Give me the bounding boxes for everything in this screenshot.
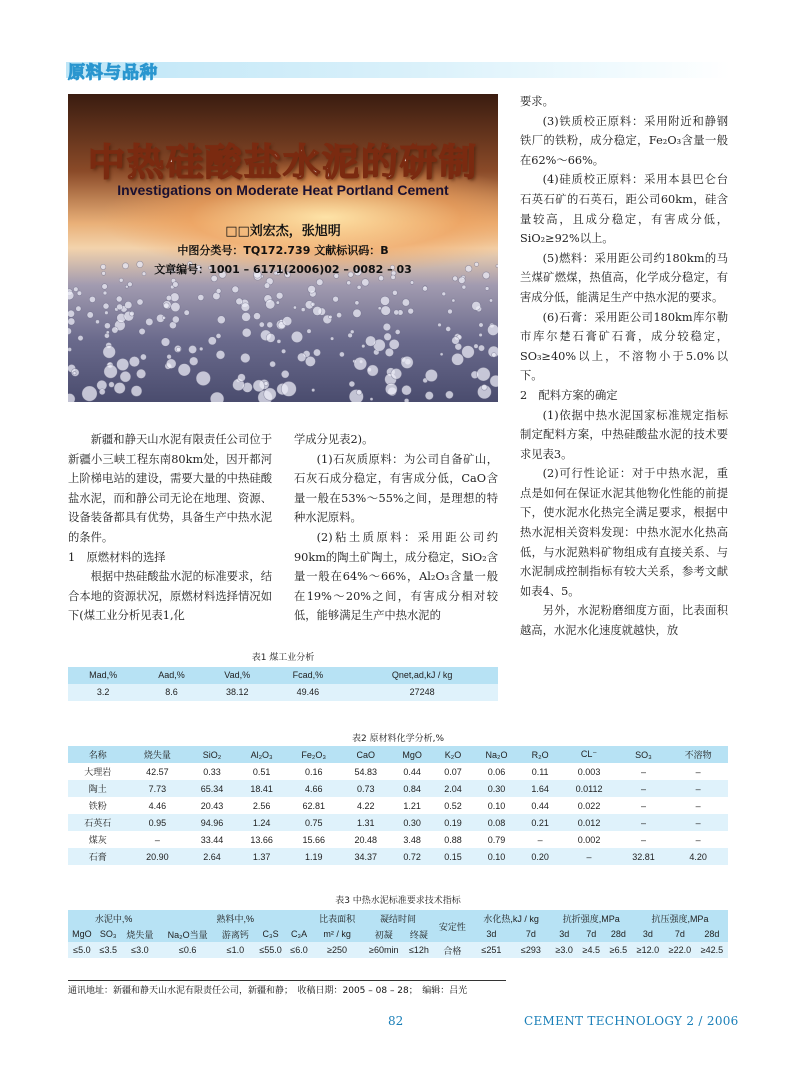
table3-standard-requirements: [68, 910, 728, 958]
table2-cell: 0.79: [487, 834, 506, 845]
table2-row: [68, 848, 728, 865]
table2-cell: 0.012: [559, 814, 618, 831]
table3-subheader-row: [68, 926, 728, 942]
table2-cell: 0.84: [391, 780, 434, 797]
table2-cell: –: [641, 834, 647, 845]
table2-cell: 0.19: [434, 814, 473, 831]
table2-cell: 1.64: [521, 780, 560, 797]
table2-cell: 大理岩: [84, 767, 112, 777]
table3-subheader-cell: m² / kg: [311, 926, 362, 942]
table2-cell: 4.66: [287, 780, 341, 797]
table2-cell: 65.34: [187, 780, 237, 797]
table3-subheader-cell: 28d: [605, 926, 632, 942]
table3-cell: ≥3.0: [551, 942, 578, 958]
paragraph: (2)可行性论证：对于中热水泥，重点是如何在保证水泥其他物化性能的前提下，使水泥水化热完全满足要求，根据中热水泥相关资料发现：中热水泥水化热高低，与水泥熟料矿物组成有直接关系、与水泥制成控制指标有较大关系，参考文献如表4、5。: [520, 467, 728, 598]
table2-cell: –: [619, 814, 669, 831]
table2-cell: 0.16: [304, 766, 323, 777]
table2-cell: 0.52: [444, 800, 462, 811]
table2-header-cell: R₂O: [521, 746, 560, 763]
table2-cell: 0.11: [531, 766, 549, 777]
table3-subheader-cell: 终凝: [405, 926, 433, 942]
table2-cell: 0.002: [577, 834, 601, 845]
table3-group-cell: 凝结时间: [363, 910, 433, 926]
footnote-rule: [68, 980, 506, 981]
table2-cell: –: [695, 834, 701, 845]
section-header-label: 原料与品种: [68, 63, 158, 83]
body-column-1: [68, 430, 272, 626]
table2-cell: 0.15: [434, 848, 473, 865]
table2-cell: 3.48: [403, 834, 421, 845]
table3-cell: ≤55.0: [255, 942, 287, 958]
table2-cell: 0.95: [128, 814, 188, 831]
table2-cell: –: [641, 800, 647, 811]
table3-subheader-cell: 7d: [511, 926, 551, 942]
table3-cell: ≥22.0: [664, 942, 696, 958]
table3-subheader-cell: 3d: [551, 926, 578, 942]
table2-cell: 0.06: [487, 766, 506, 777]
table3-cell: ≥6.5: [605, 942, 632, 958]
paragraph: 另外，水泥粉磨细度方面，比表面积越高，水泥水化速度就越快，放: [520, 604, 728, 638]
table2-cell: 0.51: [252, 766, 271, 777]
table3-group-cell: 水泥中,%: [68, 910, 159, 926]
paragraph: 新疆和静天山水泥有限责任公司位于新疆小三峡工程东南80km处，因开都河上阶梯电站的建设，需要大量的中热硅酸盐水泥，而和静公司无论在地理、资源、设备装备都具有优势，具备生产中热水泥的条件。: [68, 433, 272, 544]
table2-cell: 20.48: [354, 834, 378, 845]
table2-header-cell: MgO: [391, 746, 434, 763]
table2-cell: 0.30: [391, 814, 434, 831]
table2-cell: 1.24: [237, 814, 287, 831]
table2-cell: 20.43: [200, 800, 224, 811]
table3-subheader-cell: 烧失量: [121, 926, 159, 942]
table2-cell: 0.0112: [559, 780, 618, 797]
table3-cell: ≤3.5: [96, 942, 121, 958]
table3-cell: ≤5.0: [68, 942, 96, 958]
table2-cell: 1.37: [237, 848, 287, 865]
table2-cell: 0.30: [472, 780, 521, 797]
table3-subheader-cell: C₃S: [255, 926, 287, 942]
table2-cell: 2.64: [187, 848, 237, 865]
table2-cell: –: [619, 780, 669, 797]
section-heading: 学成分见表2)。: [294, 433, 374, 446]
table1-caption: 表1 煤工业分析: [251, 653, 315, 663]
table3-group-cell: 水化热,kJ / kg: [472, 910, 551, 926]
paragraph: (3)铁质校正原料：采用附近和静钢铁厂的铁粉，成分稳定，Fe₂O₃含量一般在62%～66%。: [520, 114, 728, 167]
table2-cell: 7.73: [128, 780, 188, 797]
table2-cell: 0.003: [577, 766, 601, 777]
table2-row: [68, 814, 728, 831]
table2-body: [68, 763, 728, 865]
table3-cell: ≤12h: [405, 942, 433, 958]
table3-subheader-cell: 7d: [664, 926, 696, 942]
table1-row: [68, 684, 498, 701]
table1-cell: 3.2: [68, 684, 138, 701]
article-title-zh: 中热硅酸盐水泥的研制: [88, 141, 478, 184]
table3-cell: ≤251: [472, 942, 512, 958]
table3-cell: ≥12.0: [632, 942, 664, 958]
table1-cell: 8.6: [138, 684, 205, 701]
table3-group-cell: 比表面积: [311, 910, 362, 926]
table2-cell: 0.88: [444, 834, 462, 845]
table2-row: [68, 831, 728, 848]
table2-header-cell: CaO: [341, 746, 391, 763]
page-number: 82: [388, 1014, 404, 1028]
table2-cell: 34.37: [341, 848, 391, 865]
table2-cell: 15.66: [302, 834, 325, 845]
table3-cell: ≥4.5: [578, 942, 605, 958]
journal-running-footer: CEMENT TECHNOLOGY 2 / 2006: [524, 1014, 739, 1028]
table2-cell: 42.57: [146, 766, 169, 777]
table3-caption: 表3 中热水泥标准要求技术指标: [335, 896, 461, 906]
table3-cell: ≥60min: [363, 942, 405, 958]
table2-header-cell: Fe₂O₃: [287, 746, 341, 763]
table3-cell: 合格: [433, 942, 471, 958]
table2-cell: –: [641, 766, 647, 777]
table2-header-cell: CL⁻: [559, 746, 618, 763]
table2-header-cell: Al₂O₃: [237, 746, 287, 763]
table2-cell: –: [668, 814, 728, 831]
table1-cell: 49.46: [270, 684, 347, 701]
table2-cell: 0.75: [287, 814, 341, 831]
table3-group-cell: 安定性: [433, 910, 471, 942]
table3-group-cell: 熟料中,%: [159, 910, 311, 926]
table2-cell: –: [668, 780, 728, 797]
table3-group-cell: 抗折强度,MPa: [551, 910, 632, 926]
table3-cell: ≤3.0: [121, 942, 159, 958]
footnote: 通讯地址：新疆和静天山水泥有限责任公司，新疆和静； 收稿日期：2005 – 08 – 28； 编辑：吕光: [68, 986, 468, 996]
table2-cell: 0.022: [577, 800, 601, 811]
table1-coal-analysis: [68, 666, 498, 701]
table3-cell: ≤6.0: [287, 942, 312, 958]
table3-subheader-cell: C₃A: [287, 926, 312, 942]
table3-subheader-cell: 3d: [632, 926, 664, 942]
body-column-3: [520, 92, 728, 641]
table3-subheader-cell: MgO: [68, 926, 96, 942]
table2-header-cell: Na₂O: [472, 746, 521, 763]
table3-cell: ≤0.6: [159, 942, 216, 958]
table1-header-cell: Mad,%: [68, 667, 138, 684]
table2-cell: 0.72: [391, 848, 434, 865]
section-heading: 1 原燃材料的选择: [68, 550, 166, 564]
table2-cell: 铁粉: [88, 801, 107, 811]
table2-cell: 陶土: [68, 780, 128, 797]
table2-cell: 33.44: [200, 834, 224, 845]
article-title-en: Investigations on Moderate Heat Portland Cement: [117, 182, 449, 198]
table2-cell: 0.21: [521, 814, 560, 831]
table3-cell: ≤1.0: [216, 942, 254, 958]
table2-cell: 0.73: [341, 780, 391, 797]
table3-subheader-cell: 初凝: [363, 926, 405, 942]
table2-cell: –: [154, 834, 160, 845]
table2-cell: 4.20: [668, 848, 728, 865]
section-heading: 2 配料方案的确定: [520, 388, 618, 402]
table2-header-cell: K₂O: [434, 746, 473, 763]
table2-cell: –: [695, 800, 701, 811]
table3-group-row: [68, 910, 728, 926]
table2-cell: 62.81: [302, 800, 325, 811]
table2-header-cell: SiO₂: [187, 746, 237, 763]
table2-cell: 54.83: [354, 766, 378, 777]
table2-cell: 20.90: [128, 848, 188, 865]
table2-cell: 2.04: [434, 780, 473, 797]
title-banner: [68, 94, 498, 402]
table3-cell: ≥250: [311, 942, 362, 958]
table1-header-row: [68, 667, 498, 684]
table3-subheader-cell: 7d: [578, 926, 605, 942]
table3-group-cell: 抗压强度,MPa: [632, 910, 728, 926]
table3-cell: ≤293: [511, 942, 551, 958]
table3-subheader-cell: 28d: [696, 926, 728, 942]
table2-cell: 32.81: [619, 848, 669, 865]
table2-cell: 0.44: [531, 800, 549, 811]
table2-header-cell: SO₃: [619, 746, 669, 763]
paragraph: (1)石灰质原料：为公司自备矿山，石灰石成分稳定，有害成分低，CaO含量一般在53%～55%之间，是理想的特种水泥原料。: [294, 452, 498, 525]
table2-header-cell: 名称: [68, 746, 128, 763]
table2-cell: 2.56: [252, 800, 271, 811]
table2-cell: 煤灰: [88, 835, 107, 845]
table2-header-row: [68, 746, 728, 763]
section-header-bar: [66, 62, 730, 78]
table2-cell: 0.07: [444, 766, 462, 777]
table2-cell: 0.10: [472, 848, 521, 865]
table2-chemical-analysis: [68, 746, 728, 865]
table3-subheader-cell: Na₂O当量: [159, 926, 216, 942]
table2-row: [68, 780, 728, 797]
paragraph: 根据中热硅酸盐水泥的标准要求，结合本地的资源状况，原燃材料选择情况如下(煤工业分析见表1,化: [68, 570, 272, 623]
table1-cell: 38.12: [205, 684, 270, 701]
table2-cell: 4.22: [356, 800, 375, 811]
table2-cell: 0.10: [487, 800, 506, 811]
table2-cell: 0.44: [403, 766, 421, 777]
table2-cell: 18.41: [237, 780, 287, 797]
table2-cell: –: [695, 766, 701, 777]
table3-values-row: [68, 942, 728, 958]
table2-cell: 0.20: [521, 848, 560, 865]
table3-subheader-cell: 3d: [472, 926, 512, 942]
table2-row: [68, 797, 728, 814]
paragraph: (1)依据中热水泥国家标准规定指标制定配料方案，中热硅酸盐水泥的技术要求见表3。: [520, 408, 728, 461]
table2-row: [68, 763, 728, 780]
table1-header-cell: Fcad,%: [270, 667, 347, 684]
table2-cell: 4.46: [148, 800, 167, 811]
paragraph: (5)燃料：采用距公司约180km的马兰煤矿燃煤，热值高，化学成分稳定，有害成分低，能满足生产中热水泥的要求。: [520, 251, 728, 304]
table2-cell: 94.96: [187, 814, 237, 831]
table2-cell: 石膏: [68, 848, 128, 865]
table2-cell: 石英石: [68, 814, 128, 831]
table2-cell: 1.19: [287, 848, 341, 865]
table2-header-cell: 不溶物: [668, 746, 728, 763]
table1-cell: 27248: [346, 684, 498, 701]
article-authors: □□刘宏杰，张旭明: [225, 224, 341, 239]
table1-header-cell: Qnet,ad,kJ / kg: [346, 667, 498, 684]
table2-cell: –: [559, 848, 618, 865]
section-heading: 要求。: [520, 95, 554, 108]
paragraph: (2)粘土质原料：采用距公司约90km的陶土矿陶土，成分稳定，SiO₂含量一般在64%～66%，Al₂O₃含量一般在19%～20%之间，有害成分相对较低，能够满足生产中热水泥的: [294, 530, 498, 623]
table2-cell: 0.33: [203, 766, 221, 777]
table1-header-cell: Aad,%: [138, 667, 205, 684]
table3-subheader-cell: 游离钙: [216, 926, 254, 942]
table3-subheader-cell: SO₃: [96, 926, 121, 942]
paragraph: (4)硅质校正原料：采用本县巴仑台石英石矿的石英石，距公司60km，硅含量较高，且成分稳定，有害成分低，SiO₂≥92%以上。: [520, 173, 728, 246]
article-id: 文章编号：1001 – 6171(2006)02 – 0082 – 03: [154, 263, 412, 276]
table2-cell: 13.66: [250, 834, 273, 845]
classification-number: 中图分类号：TQ172.739 文献标识码：B: [177, 244, 389, 257]
table3-cell: ≥42.5: [696, 942, 728, 958]
paragraph: (6)石膏：采用距公司180km库尔勒市库尔楚石膏矿石膏，成分较稳定，SO₃≥40%以上，不溶物小于5.0%以下。: [520, 310, 728, 383]
body-column-2: [294, 430, 498, 626]
table2-cell: 0.08: [472, 814, 521, 831]
table2-cell: 1.21: [403, 800, 421, 811]
table1-header-cell: Vad,%: [205, 667, 270, 684]
table2-caption: 表2 原材料化学分析,%: [352, 734, 444, 744]
table2-cell: 1.31: [341, 814, 391, 831]
table2-cell: –: [537, 834, 543, 845]
table2-header-cell: 烧失量: [128, 746, 188, 763]
